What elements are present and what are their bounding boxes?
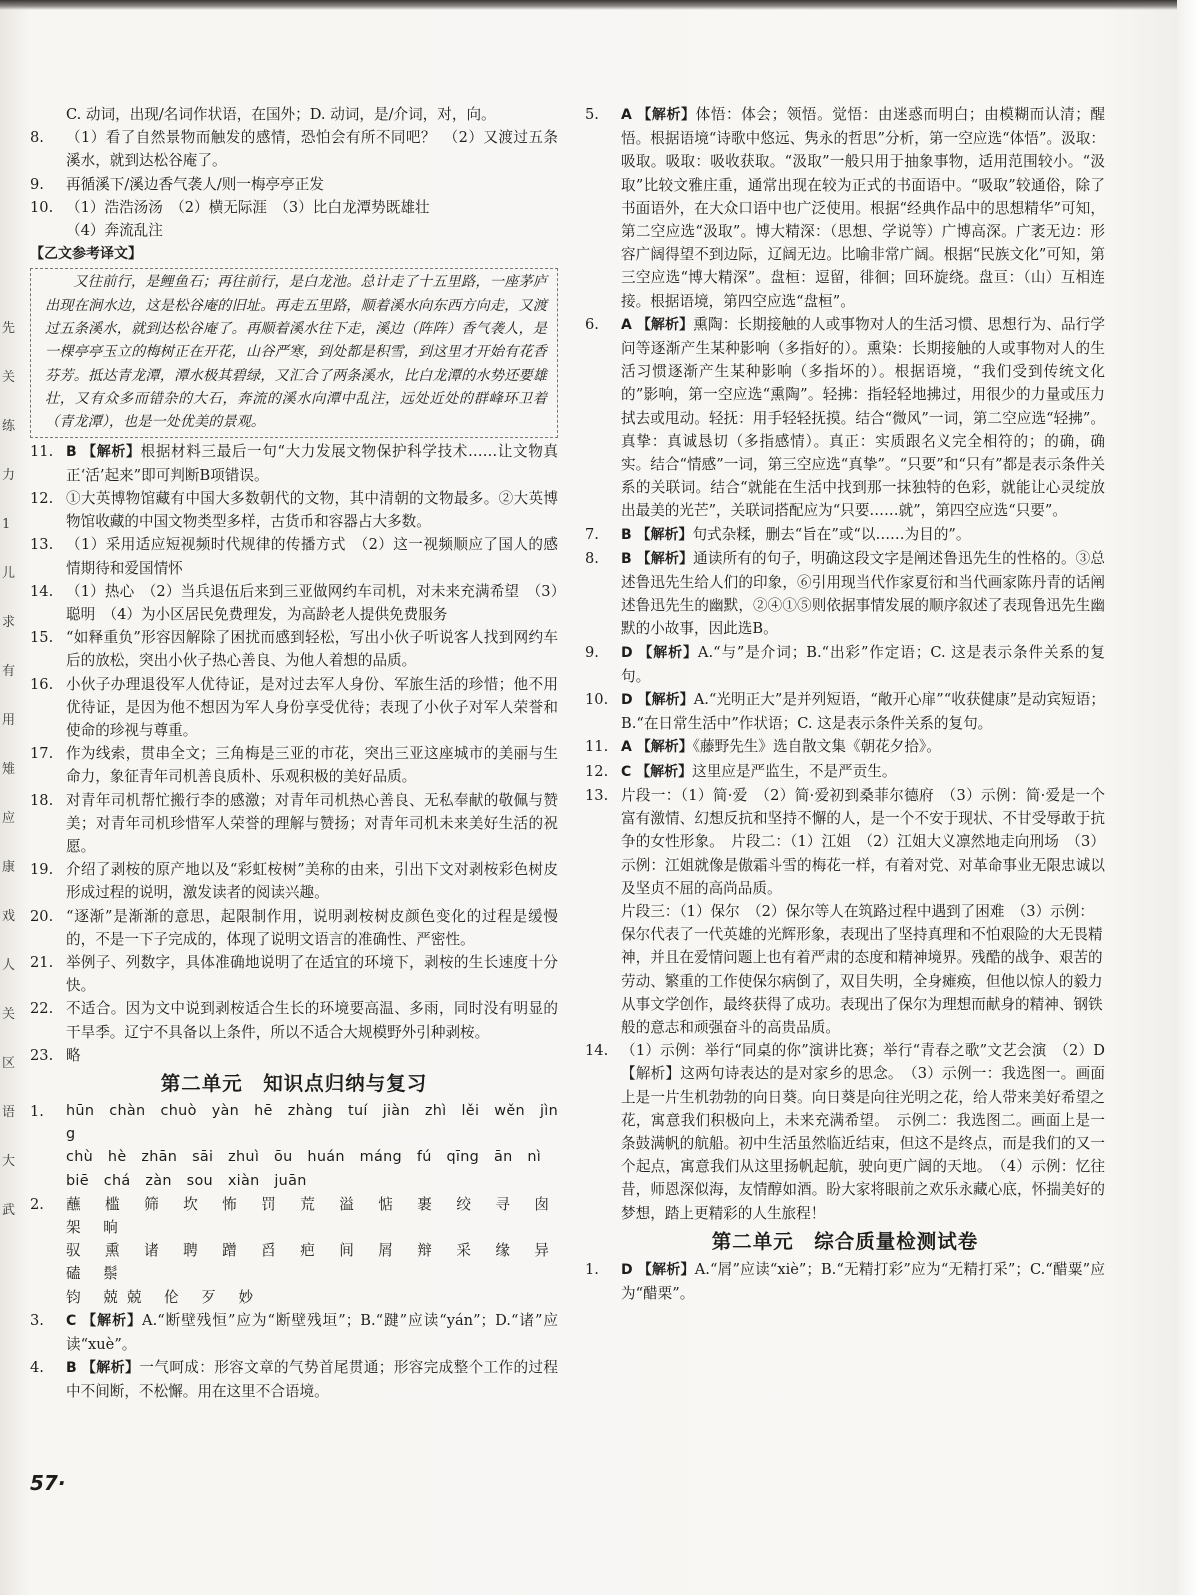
margin-fragment: 力 xyxy=(2,468,16,483)
answer-tag: A 【解析】 xyxy=(621,316,694,333)
answer-item xyxy=(585,900,1105,1039)
margin-fragment: 应 xyxy=(2,811,16,826)
answer-item xyxy=(585,735,1105,759)
margin-fragment: 雉 xyxy=(2,762,16,777)
question-number: 20. xyxy=(30,907,54,925)
answer-item xyxy=(30,905,558,951)
answer-text: （4）奔流乱注 xyxy=(66,222,163,240)
answer-item xyxy=(30,580,558,626)
margin-fragment: 人 xyxy=(2,958,16,973)
answer-tag: B 【解析】 xyxy=(621,550,694,567)
answer-text: A.“屑”应读“xiè”；B.“无精打彩”应为“无精打采”；C.“醋粟”应为“醋栗”。 xyxy=(621,1260,1105,1302)
answer-item xyxy=(585,641,1105,688)
answer-text: A.“与”是介词；B.“出彩”作定语；C. 这是表示条件关系的复句。 xyxy=(621,643,1106,685)
question-number: 12. xyxy=(585,762,609,780)
answer-text: 这里应是严监生，不是严贡生。 xyxy=(692,762,897,780)
question-number: 6. xyxy=(585,315,599,333)
question-number: 5. xyxy=(585,106,599,123)
margin-fragment: 康 xyxy=(2,860,16,875)
answer-tag: B 【解析】 xyxy=(621,526,693,543)
answer-item xyxy=(585,313,1105,523)
question-number: 9. xyxy=(30,175,44,193)
question-number: 19. xyxy=(30,861,54,879)
question-number: 8. xyxy=(30,129,44,147)
question-number: 10. xyxy=(585,691,609,709)
margin-fragment: 用 xyxy=(2,713,16,728)
answer-text: 通读所有的句子，明确这段文字是阐述鲁迅先生的性格的。③总述鲁迅先生给人们的印象，⑥引用现当代作家夏衍和当代画家陈丹青的话阐述鲁迅先生的幽默，②④①⑤则依据事情发展的顺序叙述了表现鲁迅先生幽默的小故事，因此选B。 xyxy=(621,549,1105,638)
answer-item xyxy=(30,487,558,533)
answer-text: 根据材料三最后一句“大力发展文物保护科学技术……让文物真正‘活’起来”即可判断B项错误。 xyxy=(66,442,558,484)
answer-text: “如释重负”形容因解除了困扰而感到轻松，写出小伙子听说客人找到网约车后的放松，突出小伙子热心善良、为他人着想的品质。 xyxy=(66,629,558,670)
answer-item xyxy=(30,626,558,672)
question-number: 14. xyxy=(30,582,54,600)
right-column xyxy=(585,103,1105,1305)
question-number: 1. xyxy=(30,1102,44,1120)
answer-item xyxy=(30,103,558,126)
question-number: 11. xyxy=(30,442,54,460)
chars-line: 蘸 槛 筛 坎 怖 罚 荒 溢 惦 裹 绞 寻 囱 架 晌 xyxy=(66,1195,558,1236)
answer-item xyxy=(30,173,558,196)
answer-item xyxy=(30,196,558,219)
answer-text: 《藤野先生》选自散文集《朝花夕拾》。 xyxy=(692,738,941,756)
answer-text: 片段一：（1）简·爱 （2）简·爱初到桑菲尔德府 （3）示例：简·爱是一个富有激情、幻想反抗和坚持不懈的人，是一个不安于现状、不甘受辱敢于抗争的女性形象。 片段二：（1）江姐 （2）江姐大义凛然地走向刑场 （3）示例：江姐就像是傲霜斗雪的梅花一样，有着对党、对革命事业无限忠诚以及坚贞不屈的高尚品质。 xyxy=(621,786,1105,897)
answer-item xyxy=(585,1039,1105,1225)
answer-item xyxy=(585,760,1105,784)
question-number: 10. xyxy=(30,198,54,216)
answer-text: 熏陶：长期接触的人或事物对人的生活习惯、思想行为、品行学问等逐渐产生某种影响（多指好的）。熏染：长期接触的人或事物对人的生活习惯逐渐产生某种影响（多指坏的）。根据语境，“我们受到传统文化的”影响，第一空应选“熏陶”。轻拂：指轻轻地拂过，用很少的力量或压力拭去或甩动。轻抚：用手轻轻抚摸。结合“微风”一词，第二空应选“轻拂”。真挚：真诚恳切（多指感情）。真正：实质跟名义完全相符的；的确，确实。结合“情感”一词，第三空应选“真挚”。“只要”和“只有”都是表示条件关系的关联词。结合“就能在生活中找到那一抹独特的色彩，就能让心灵绽放出最美的光芒”，关联词搭配应为“只要……就”，第四空应选“只要”。 xyxy=(621,315,1105,520)
answer-text: （1）示例：举行“同桌的你”演讲比赛；举行“青春之歌”文艺会演 （2）D 【解析】这两句诗表达的是对家乡的思念。 （3）示例一：我选图一。画面上是一片生机勃勃的向日葵。向日葵是向往光明之花，给人带来美好希望之花，寓意我们积极向上，未来充满希望。 示例二：我选图二。画面上是一条鼓满帆的航船。初中生活虽然临近结束，但这不是终点，而是我们的又一个起点，寓意我们从这里扬帆起航，驶向更广阔的天地。 （4）示例：忆往昔，师恩深似海，友情醇如酒。盼大家将眼前之欢乐永藏心底，怀揣美好的梦想，踏上更精彩的人生旅程！ xyxy=(621,1042,1105,1222)
answer-text: 再循溪下/溪边香气袭人/则一梅亭亭正发 xyxy=(66,175,324,193)
answer-item xyxy=(585,103,1105,313)
answer-text: A.“断壁残恒”应为“断壁残垣”；B.“踺”应读“yán”；D.“诸”应读“xuè”。 xyxy=(66,1311,558,1354)
answer-text: （1）热心 （2）当兵退伍后来到三亚做网约车司机，对未来充满希望 （3）聪明 （4）为小区居民免费理发，为高龄老人提供免费服务 xyxy=(66,582,558,623)
question-number: 16. xyxy=(30,675,54,693)
answer-item xyxy=(30,673,558,743)
answer-item xyxy=(30,126,558,172)
translation-title: 【乙文参考译文】 xyxy=(30,246,142,263)
answer-tag: D 【解析】 xyxy=(621,644,698,661)
answer-text: ①大英博物馆藏有中国大多数朝代的文物，其中清朝的文物最多。②大英博物馆收藏的中国文物类型多样，古货币和容器占大多数。 xyxy=(66,489,558,531)
answer-text: 体悟：体会；领悟。觉悟：由迷惑而明白；由模糊而认清；醒悟。根据语境“诗歌中悠远、隽永的哲思”分析，第一空应选“体悟”。汲取：吸取。吸取：吸收获取。“汲取”一般只用于抽象事物，适用范围较小。“汲取”比较文雅庄重，通常出现在较为正式的书面语中。“吸取”较通俗，除了书面语外，在大众口语中也广泛使用。根据“经典作品中的思想精华”可知，第二空应选“汲取”。博大精深：（思想、学说等）广博高深。广袤无边：形容广阔得望不到边际，辽阔无边。比喻非常广阔。根据“民族文化”可知，第三空应选“博大精深”。盘桓：逗留，徘徊；回环旋绕。盘亘：（山）互相连接。根据语境，第四空应选“盘桓”。 xyxy=(621,106,1105,310)
answer-text: 举例子、列数字，具体准确地说明了在适宜的环境下，剥桉的生长速度十分快。 xyxy=(66,953,558,995)
question-number: 23. xyxy=(30,1046,54,1064)
answer-item xyxy=(30,533,558,579)
answer-list-top xyxy=(30,103,558,242)
question-number: 14. xyxy=(585,1042,609,1060)
answer-text: 介绍了剥桉的原产地以及“彩虹桉树”美称的由来，引出下文对剥桉彩色树皮形成过程的说明，激发读者的阅读兴趣。 xyxy=(66,861,558,902)
answer-text: 对青年司机帮忙搬行李的感激；对青年司机热心善良、无私奉献的敬佩与赞美；对青年司机珍惜军人荣誉的理解与赞扬；对青年司机未来美好生活的祝愿。 xyxy=(66,791,558,855)
answer-item xyxy=(30,858,558,904)
question-3 xyxy=(30,1309,558,1356)
margin-fragment: 戏 xyxy=(2,909,16,924)
margin-fragment: 武 xyxy=(2,1203,16,1218)
question-number: 18. xyxy=(30,791,54,809)
answer-list-left xyxy=(30,440,558,1067)
answer-item xyxy=(30,789,558,859)
answer-item xyxy=(30,997,558,1043)
answer-text: 片段三：（1）保尔 （2）保尔等人在筑路过程中遇到了困难 （3）示例：保尔代表了一代英雄的光辉形象，表现出了坚持真理和不怕艰险的大无畏精神，并且在爱情问题上也有着严肃的态度和精神境界。残酷的战争、艰苦的劳动、繁重的工作使保尔病倒了，双目失明，全身瘫痪，但他以惊人的毅力从事文学创作，最终获得了成功。表现出了保尔为理想而献身的精神、钢铁般的意志和顽强奋斗的高贵品质。 xyxy=(621,902,1103,1036)
answer-item xyxy=(30,219,558,242)
chars-line: 钧 兢兢 伦 歹 妙 xyxy=(66,1288,263,1306)
scan-top-edge xyxy=(0,0,1199,10)
margin-fragment: 有 xyxy=(2,664,16,679)
answer-item xyxy=(30,440,558,487)
answer-tag: B 【解析】 xyxy=(66,1360,140,1377)
answer-text: 不适合。因为文中说到剥桉适合生长的环境要高温、多雨，同时没有明显的干旱季。辽宁不具备以上条件，所以不适合大规模野外引种剥桉。 xyxy=(66,1000,558,1041)
answer-text: （1）采用适应短视频时代规律的传播方式 （2）这一视频顺应了国人的感情期待和爱国情怀 xyxy=(66,536,558,577)
margin-fragment: 1 xyxy=(2,517,11,532)
answer-text: A.“光明正大”是并列短语，“敞开心扉”“收获健康”是动宾短语；B.“在日常生活中”作状语；C. 这是表示条件关系的复句。 xyxy=(621,691,1105,733)
page-number: 57· xyxy=(30,1471,66,1495)
pinyin-line: chù hè zhān sāi zhuì ōu huán máng fú qīng ān nì xyxy=(66,1149,542,1166)
pinyin-line: hūn chàn chuò yàn hē zhàng tuí jiàn zhì lěi wěn jìng xyxy=(66,1102,558,1143)
section-title-test: 第二单元 综合质量检测试卷 xyxy=(711,1229,979,1253)
question-number: 21. xyxy=(30,953,54,971)
question-2-chars xyxy=(30,1193,558,1309)
answer-text: 一气呵成：形容文章的气势首尾贯通；形容完成整个工作的过程中不间断，不松懈。用在这里不合语境。 xyxy=(66,1359,558,1401)
question-number: 3. xyxy=(30,1311,44,1329)
margin-fragment: 关 xyxy=(2,1007,16,1022)
answer-tag: C 【解析】 xyxy=(621,763,693,780)
question-1-pinyin xyxy=(30,1100,558,1193)
margin-fragment: 儿 xyxy=(2,566,16,581)
answer-text: 句式杂糅，删去“旨在”或“以……为目的”。 xyxy=(692,525,971,543)
answer-text: 作为线索，贯串全文；三角梅是三亚的市花，突出三亚这座城市的美丽与生命力，象征青年司机善良质朴、乐观积极的美好品质。 xyxy=(66,745,558,786)
question-number: 13. xyxy=(585,786,609,804)
answer-item xyxy=(585,784,1105,900)
answer-tag: C 【解析】 xyxy=(66,1312,143,1329)
answer-list-right xyxy=(585,103,1105,1225)
answer-tag: D 【解析】 xyxy=(621,692,694,709)
margin-fragment: 求 xyxy=(2,615,16,630)
answer-item xyxy=(30,742,558,788)
margin-fragment: 练 xyxy=(2,419,16,434)
question-number: 1. xyxy=(585,1260,599,1278)
question-number: 12. xyxy=(30,489,54,507)
pinyin-line: biē chá zàn sou xiàn juān xyxy=(66,1172,307,1189)
margin-fragment: 区 xyxy=(2,1056,16,1071)
margin-fragment: 语 xyxy=(2,1105,16,1120)
answer-tag: A 【解析】 xyxy=(621,739,693,756)
answer-item xyxy=(30,1044,558,1067)
left-column xyxy=(30,103,558,1404)
question-number: 7. xyxy=(585,525,599,543)
answer-item xyxy=(585,547,1105,641)
question-number: 15. xyxy=(30,629,54,647)
answer-text: 小伙子办理退役军人优待证，是对过去军人身份、军旅生活的珍惜；他不用优待证，是因为他不想因为军人身份享受优待；表现了小伙子对军人荣誉和使命的珍视与尊重。 xyxy=(66,675,558,739)
test-question-1 xyxy=(585,1258,1105,1305)
margin-fragments xyxy=(2,318,20,1249)
answer-text: 略 xyxy=(66,1046,81,1064)
answer-tag: D 【解析】 xyxy=(621,1261,695,1278)
answer-tag: A 【解析】 xyxy=(621,107,696,123)
question-number: 9. xyxy=(585,643,599,661)
question-number: 13. xyxy=(30,536,54,554)
scan-right-edge xyxy=(1177,0,1199,1595)
question-number: 8. xyxy=(585,549,599,567)
question-number: 17. xyxy=(30,745,54,763)
answer-text: （1）看了自然景物而触发的感情，恐怕会有所不同吧？ （2）又渡过五条溪水，就到达松谷庵了。 xyxy=(66,129,558,170)
answer-tag: B 【解析】 xyxy=(66,443,141,460)
question-number: 22. xyxy=(30,1000,54,1018)
margin-fragment: 关 xyxy=(2,370,16,385)
section-title-review: 第二单元 知识点归纳与复习 xyxy=(160,1071,428,1095)
question-4 xyxy=(30,1356,558,1403)
translation-text: 又往前行，是鲤鱼石；再往前行，是白龙池。总计走了十五里路，一座茅庐出现在涧水边，这是松谷庵的旧址。再走五里路，顺着溪水向东西方向走，又渡过五条溪水，就到达松谷庵了。再顺着溪水往下走，溪边（阵阵）香气袭人，是一棵亭亭玉立的梅树正在开花，山谷严寒，到处都是积雪，到这里才开始有花香芬芳。抵达青龙潭，潭水极其碧绿，又汇合了两条溪水，比白龙潭的水势还要雄壮，又有众多而错杂的大石，奔流的溪水向潭中乱注，远处近处的群峰环卫着（青龙潭），也是一处优美的景观。 xyxy=(30,268,558,437)
answer-text: “逐渐”是渐渐的意思，起限制作用，说明剥桉树皮颜色变化的过程是缓慢的，不是一下子完成的，体现了说明文语言的准确性、严密性。 xyxy=(66,907,558,948)
answer-text: C. 动词，出现/名词作状语，在国外；D. 动词，是/介词，对，向。 xyxy=(66,106,496,123)
answer-item xyxy=(585,523,1105,547)
answer-item xyxy=(30,951,558,997)
question-number: 2. xyxy=(30,1195,44,1213)
answer-text: （1）浩浩汤汤 （2）横无际涯 （3）比白龙潭势既雄壮 xyxy=(66,198,430,216)
margin-fragment: 大 xyxy=(2,1154,16,1169)
question-number: 4. xyxy=(30,1359,44,1377)
question-number: 11. xyxy=(585,738,609,756)
chars-line: 驭 熏 诸 聘 蹭 舀 疤 间 屑 辩 采 缘 异 磕 鬃 xyxy=(66,1242,558,1283)
answer-item xyxy=(585,688,1105,735)
margin-fragment: 先 xyxy=(2,321,16,336)
